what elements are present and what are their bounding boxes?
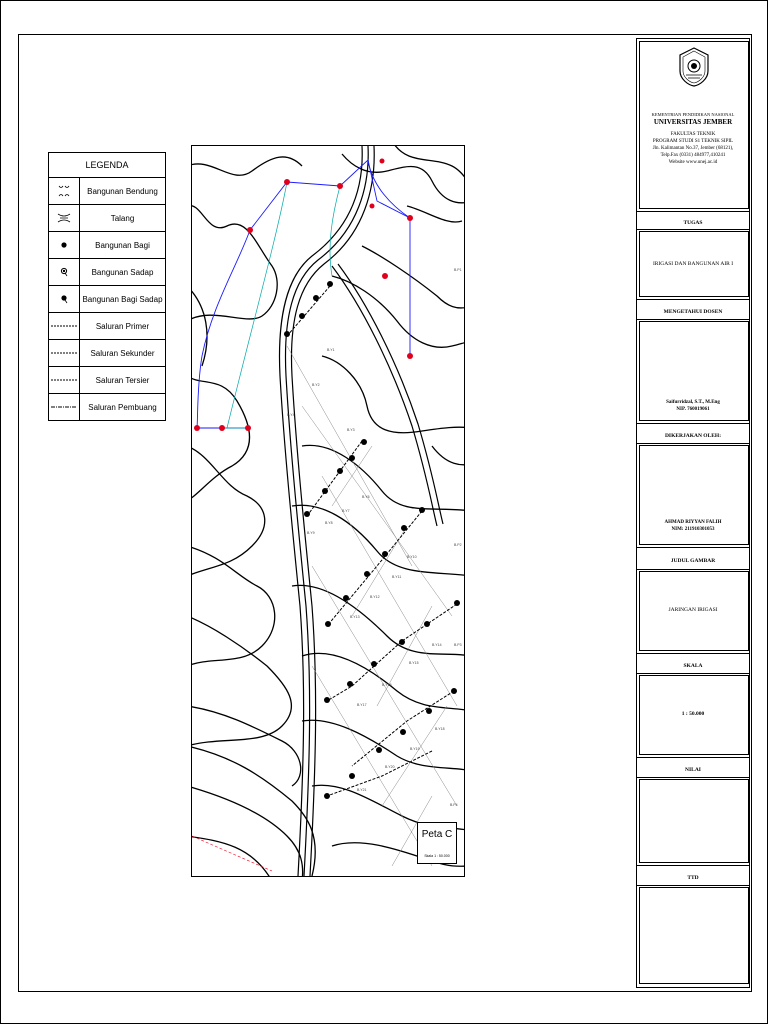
svg-text:B.Y15: B.Y15: [409, 661, 419, 665]
weir-icon: [49, 178, 80, 204]
svg-text:B.Y16: B.Y16: [382, 683, 392, 687]
legend-row: [49, 313, 165, 340]
aqueduct-icon: [49, 205, 80, 231]
svg-text:B.Y18: B.Y18: [435, 727, 445, 731]
svg-text:B.Y11: B.Y11: [392, 575, 402, 579]
dashed-channels: [287, 286, 457, 796]
weir-structures: [194, 159, 413, 432]
lecturer-nip: NIP. 760019061: [676, 407, 710, 412]
tb-signature-value-row: [637, 885, 749, 986]
svg-text:B.Y3: B.Y3: [347, 428, 355, 432]
map-title-box: [417, 822, 457, 864]
svg-text:B.Y10: B.Y10: [407, 555, 417, 559]
scale-value: 1 : 50.000: [681, 711, 705, 717]
offtake-structure-icon: [49, 259, 80, 285]
map-scale-note: Skala 1 : 50.000: [424, 854, 450, 858]
tb-header: [637, 39, 749, 212]
legend-row: [49, 340, 165, 367]
tb-grade-label-row: [637, 757, 749, 778]
legend-row: [49, 178, 165, 205]
task-label: TUGAS: [683, 220, 703, 226]
tb-scale-value-row: [637, 673, 749, 758]
svg-text:B.Y8: B.Y8: [325, 521, 333, 525]
legend-label: Saluran Tersier: [95, 375, 150, 385]
division-structure-icon: [49, 232, 80, 258]
legend-row: [49, 367, 165, 394]
tb-author-value-row: [637, 443, 749, 548]
tb-author-label-row: [637, 423, 749, 444]
legend-label: Saluran Sekunder: [90, 348, 155, 358]
legend-label: Bangunan Sadap: [91, 267, 154, 277]
svg-text:B.Y4: B.Y4: [287, 413, 295, 417]
legend-row: [49, 286, 165, 313]
legend-title: LEGENDA: [49, 153, 165, 178]
division-offtake-icon: [49, 286, 80, 312]
svg-text:B.Y17: B.Y17: [357, 703, 367, 707]
ministry-name: KEMENTRIAN PENDIDIKAN NASIONAL: [651, 112, 735, 117]
svg-text:B.P1: B.P1: [454, 268, 462, 272]
svg-text:B.P4: B.P4: [450, 803, 458, 807]
legend: [48, 152, 166, 421]
legend-row: [49, 205, 165, 232]
tb-drawing-value-row: [637, 569, 749, 654]
phone-text: Telp.Fax (0331) 484977,410241: [660, 153, 726, 158]
drawing-title-value: JARINGAN IRIGASI: [668, 607, 718, 613]
division-structures: [284, 281, 460, 799]
svg-text:B.Y19: B.Y19: [410, 747, 420, 751]
tb-drawing-label-row: [637, 547, 749, 570]
drainage-line: [192, 836, 272, 871]
legend-row: [49, 394, 165, 420]
tb-scale-label-row: [637, 653, 749, 674]
block-labels: [287, 268, 462, 807]
university-name: UNIVERSITAS JEMBER: [653, 118, 733, 126]
signature-label: TTD: [687, 875, 699, 881]
university-seal-icon: [678, 47, 710, 87]
irrigation-map: [191, 145, 465, 877]
legend-label: Talang: [110, 213, 135, 223]
tb-lecturer-value-row: [637, 319, 749, 424]
author-nim: NIM: 211910301053: [671, 527, 715, 532]
svg-text:B.Y7: B.Y7: [342, 509, 350, 513]
river-lines: [279, 146, 443, 876]
program-name: PROGRAM STUDI S1 TEKNIK SIPIL: [652, 139, 734, 144]
legend-label: Bangunan Bagi: [95, 240, 150, 250]
svg-text:B.Y20: B.Y20: [385, 765, 395, 769]
svg-text:B.Y9: B.Y9: [307, 531, 315, 535]
tb-signature-label-row: [637, 865, 749, 886]
map-canvas: [192, 146, 464, 876]
legend-row: [49, 259, 165, 286]
map-title: Peta C: [421, 829, 453, 840]
primary-channel-line: [49, 313, 80, 339]
svg-text:B.Y21: B.Y21: [357, 788, 367, 792]
svg-text:B.P3: B.P3: [454, 643, 462, 647]
lecturer-name: Saifurridzal, S.T., M.Eng: [666, 400, 720, 405]
svg-text:B.Y12: B.Y12: [370, 595, 380, 599]
legend-label: Saluran Primer: [95, 321, 150, 331]
tertiary-channel-line: [49, 367, 80, 393]
secondary-channel-line: [49, 340, 80, 366]
tb-task-label-row: [637, 211, 749, 230]
primary-channel: [197, 160, 410, 428]
scale-label: SKALA: [683, 663, 703, 669]
tb-lecturer-label-row: [637, 299, 749, 320]
svg-text:B.Y6: B.Y6: [362, 495, 370, 499]
title-block: [636, 38, 750, 988]
legend-label: Bangunan Bagi Sadap: [82, 294, 163, 304]
lecturer-label: MENGETAHUI DOSEN: [663, 309, 723, 315]
tb-task-value-row: [637, 229, 749, 300]
author-label: DIKERJAKAN OLEH:: [664, 433, 722, 439]
address-text: Jln. Kalimantan No.37, Jember (68121),: [652, 146, 734, 151]
drawing-title-label: JUDUL GAMBAR: [670, 558, 716, 564]
legend-row: [49, 232, 165, 259]
task-value: IRIGASI DAN BANGUNAN AIR I: [652, 261, 734, 267]
legend-label: Bangunan Bendung: [87, 186, 158, 196]
drainage-channel-line: [49, 394, 80, 420]
svg-text:B.Y14: B.Y14: [432, 643, 442, 647]
svg-text:B.Y1: B.Y1: [327, 348, 335, 352]
svg-text:B.P2: B.P2: [454, 543, 462, 547]
legend-label: Saluran Pembuang: [88, 402, 157, 412]
svg-text:B.Y13: B.Y13: [350, 615, 360, 619]
tb-grade-value-row: [637, 777, 749, 866]
author-name: AHMAD RIYYAN FALIH: [664, 520, 722, 525]
website-text: Website www.unej.ac.id: [668, 160, 718, 165]
svg-text:B.Y2: B.Y2: [312, 383, 320, 387]
grade-label: NILAI: [685, 767, 701, 773]
faculty-name: FAKULTAS TEKNIK: [670, 132, 716, 137]
